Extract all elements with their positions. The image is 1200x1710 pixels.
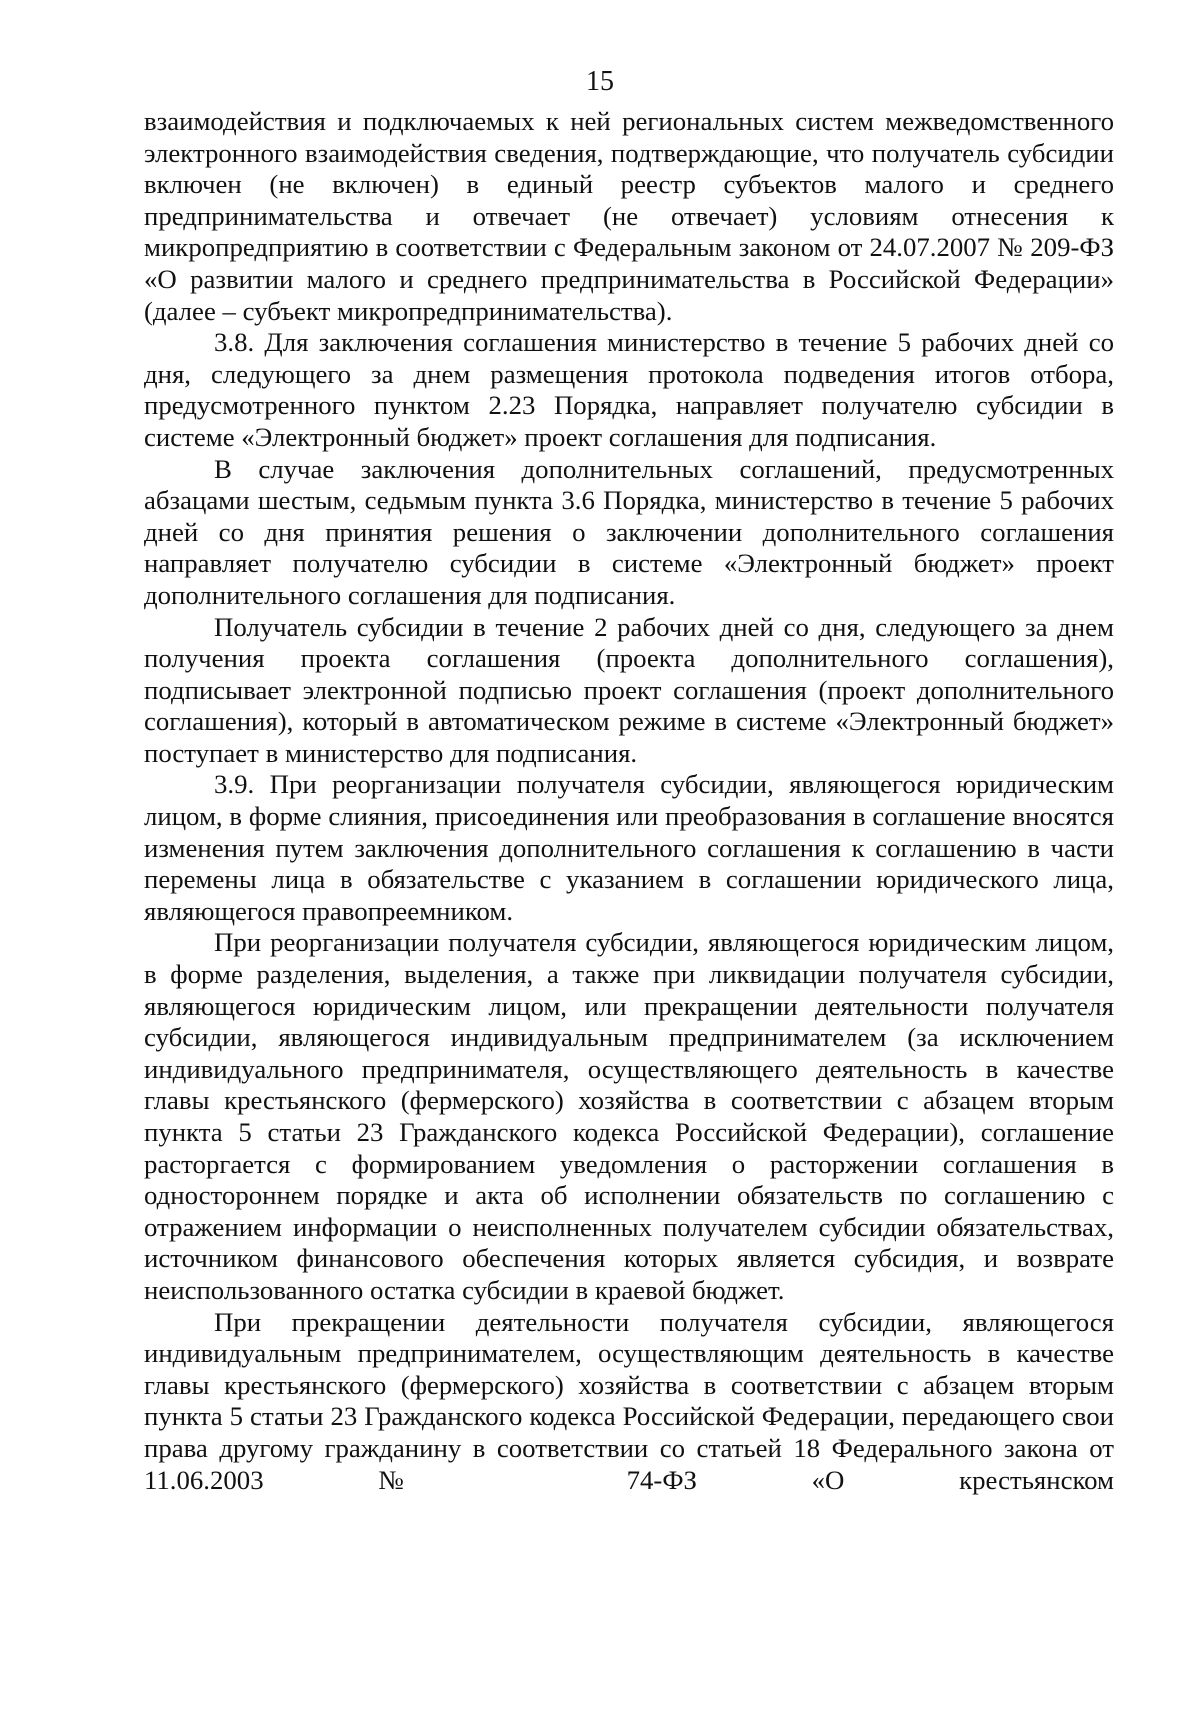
page-number: 15: [586, 66, 614, 97]
paragraph-2: 3.8. Для заключения соглашения министерство в течение 5 рабочих дней со дня, следующего за днем размещения протокола подведения итогов отбора, предусмотренного пунктом 2.23 Порядка, направляет получателю субсидии в системе «Электронный бюджет» проект соглашения для подписания.: [144, 327, 1114, 452]
paragraph-6: При реорганизации получателя субсидии, являющегося юридическим лицом, в форме разделения, выделения, а также при ликвидации получателя субсидии, являющегося юридическим лицом, или прекращении деятельности получателя субсидии, являющегося индивидуальным предпринимателем (за исключением индивидуального предпринимателя, осуществляющего деятельность в качестве главы крестьянского (фермерского) хозяйства в соответствии с абзацем вторым пункта 5 статьи 23 Гражданского кодекса Российской Федерации), соглашение расторгается с формированием уведомления о расторжении соглашения в одностороннем порядке и акта об исполнении обязательств по соглашению с отражением информации о неисполненных получателем субсидии обязательствах, источником финансового обеспечения которых является субсидия, и возврате неиспользованного остатка субсидии в краевой бюджет.: [144, 927, 1114, 1305]
paragraph-7: При прекращении деятельности получателя субсидии, являющегося индивидуальным предпринимателем, осуществляющим деятельность в качестве главы крестьянского (фермерского) хозяйства в соответствии с абзацем вторым пункта 5 статьи 23 Гражданского кодекса Российской Федерации, передающего свои права другому гражданину в соответствии со статьей 18 Федерального закона от 11.06.2003 № 74-ФЗ «О крестьянском: [144, 1306, 1114, 1495]
paragraph-3: В случае заключения дополнительных соглашений, предусмотренных абзацами шестым, седьмым пункта 3.6 Порядка, министерство в течение 5 рабочих дней со дня принятия решения о заключении дополнительного соглашения направляет получателю субсидии в системе «Электронный бюджет» проект дополнительного соглашения для подписания.: [144, 453, 1114, 610]
document-body: [144, 106, 1114, 1496]
paragraph-1: взаимодействия и подключаемых к ней региональных систем межведомственного электронного взаимодействия сведения, подтверждающие, что получатель субсидии включен (не включен) в единый реестр субъектов малого и среднего предпринимательства и отвечает (не отвечает) условиям отнесения к микропредприятию в соответствии с Федеральным законом от 24.07.2007 № 209-ФЗ «О развитии малого и среднего предпринимательства в Российской Федерации» (далее – субъект микропредпринимательства).: [144, 106, 1114, 326]
paragraph-4: Получатель субсидии в течение 2 рабочих дней со дня, следующего за днем получения проекта соглашения (проекта дополнительного соглашения), подписывает электронной подписью проект соглашения (проект дополнительного соглашения), который в автоматическом режиме в системе «Электронный бюджет» поступает в министерство для подписания.: [144, 611, 1114, 768]
paragraph-5: 3.9. При реорганизации получателя субсидии, являющегося юридическим лицом, в форме слияния, присоединения или преобразования в соглашение вносятся изменения путем заключения дополнительного соглашения к соглашению в части перемены лица в обязательстве с указанием в соглашении юридического лица, являющегося правопреемником.: [144, 769, 1114, 926]
